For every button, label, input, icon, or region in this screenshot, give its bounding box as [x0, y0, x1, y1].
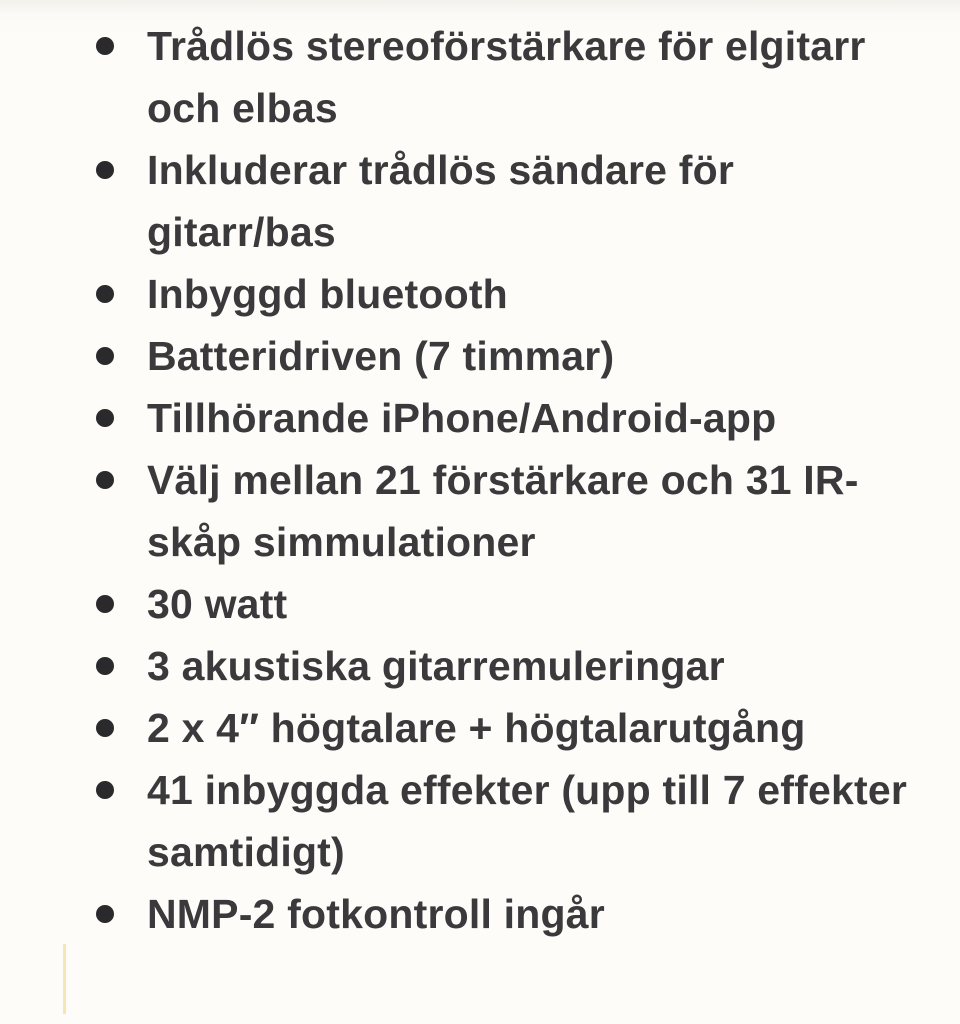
- bullet-icon: [96, 409, 114, 427]
- bullet-icon: [96, 471, 114, 489]
- bullet-icon: [96, 781, 114, 799]
- feature-text: 41 inbyggda effekter (upp till 7 effekter samtidigt): [147, 767, 908, 875]
- bullet-icon: [96, 161, 114, 179]
- feature-text: Inkluderar trådlös sändare för gitarr/bas: [147, 147, 735, 255]
- bullet-icon: [96, 905, 114, 923]
- bullet-icon: [96, 37, 114, 55]
- bullet-icon: [96, 719, 114, 737]
- bullet-icon: [96, 657, 114, 675]
- list-item: [0, 573, 960, 635]
- feature-text: Batteridriven (7 timmar): [147, 333, 615, 379]
- list-item: [0, 883, 960, 945]
- list-item: [0, 697, 960, 759]
- list-item: [0, 635, 960, 697]
- feature-list: [0, 15, 960, 945]
- list-item: [0, 139, 960, 263]
- feature-text: 2 x 4″ högtalare + högtalarutgång: [147, 705, 806, 751]
- list-item: [0, 263, 960, 325]
- text-cursor: [63, 944, 66, 1014]
- list-item: [0, 759, 960, 883]
- list-item: [0, 387, 960, 449]
- bullet-icon: [96, 347, 114, 365]
- feature-text: Inbyggd bluetooth: [147, 271, 508, 317]
- feature-text: Tillhörande iPhone/Android-app: [147, 395, 777, 441]
- feature-text: Välj mellan 21 förstärkare och 31 IR-skåp simmulationer: [147, 457, 859, 565]
- list-item: [0, 15, 960, 139]
- feature-text: 3 akustiska gitarremuleringar: [147, 643, 725, 689]
- bullet-icon: [96, 285, 114, 303]
- feature-text: Trådlös stereoförstärkare för elgitarr och elbas: [147, 23, 866, 131]
- list-item: [0, 325, 960, 387]
- bullet-icon: [96, 595, 114, 613]
- list-item: [0, 449, 960, 573]
- feature-text: NMP-2 fotkontroll ingår: [147, 891, 605, 937]
- feature-text: 30 watt: [147, 581, 288, 627]
